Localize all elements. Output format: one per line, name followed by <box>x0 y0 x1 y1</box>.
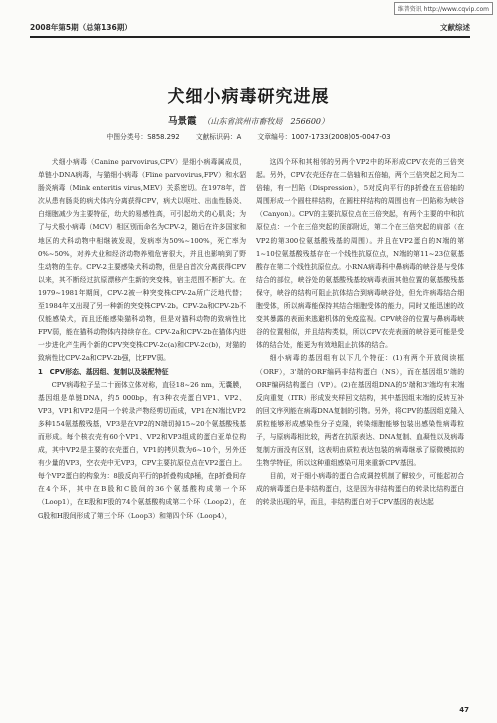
article-number: 文章编号：1007-1733(2008)05-0047-03 <box>257 133 391 141</box>
paragraph: 目前，对于细小病毒的蛋白合成调控机制了解较少，可能起初合成的病毒蛋白是非结构蛋白，这是因为非结构蛋白的转录比结构蛋白的转录出现的早，而且，非结构蛋白对于CPV基因的表达起 <box>256 472 464 507</box>
article-title: 犬细小病毒研究进展 <box>167 87 330 107</box>
watermark-stamp: 维普资讯 http://www.cqvip.com <box>394 2 493 15</box>
left-column <box>38 156 246 523</box>
paragraph: 犬细小病毒（Canine parvovirus,CPV）是细小病毒属成员，单链小DNA病毒，与猫细小病毒（Fline parvovirus,FPV）和水貂肠炎病毒（Mink enteritis virus,MEV）关系密切。在1978年，首次从患有肠炎的病犬体内分离获得CPV，病犬以呕吐、出血性肠炎、白细胞减少为主要特征，幼犬的易感性高，可引起幼犬的心肌炎；为了与犬极小病毒（MCV）相区别而命名为CPV-2，随后在许多国家和地区的犬科动物中相继被发现，发病率为50%~100%，死亡率为0%~50%，对养犬业和经济动物养殖危害很大，并且也影响到了野生动物的生存。CPV-2主要感染犬科动物，但是自首次分离获得CPV以来，其不断经过抗原漂移产生新的突变株，宿主范围不断扩大。在1979~1981年期间，CPV-2被一种突变株CPV-2a所广泛地代替；至1984年又出现了另一种新的突变株CPV-2b。CPV-2a和CPV-2b不仅能感染犬，而且还能感染猫科动物，但是对猫科动物的致病性比FPV弱，能在猫科动物体内持续存在。CPV-2a和CPV-2b在猫体内进一步进化产生两个新的CPV突变株CPV-2c(a)和CPV-2c(b)，对猫的致病性比CPV-2a和CPV-2b强，比FPV弱。 <box>38 158 246 363</box>
document-code: 文献标识码：A <box>195 133 242 141</box>
paragraph: CPV病毒粒子呈二十面体立体对称，直径18~26 nm，无囊膜，基因组是单链DNA，约5 000bp，有3种衣壳蛋白VP1、VP2、VP3，VP1和VP2是同一个转录产物经剪切而成，VP1在N端比VP2多种154氨基酸残基，VP3是在VP2的N端切掉15~20个氨基酸残基而形成。每个核衣壳有60个VP1、VP2和VP3组成的蛋白亚单位构成，其中VP2是主要的衣壳蛋白，VP1的拷贝数为6~10个，另外还有少量的VP3，空衣壳中无VP3，CPV主要抗原位点在VP2蛋白上。每个VP2蛋白的构象为：8股反向平行的β折叠构成β桶，在β折叠间存在4个环，其中在B股和C股间的36个氨基酸构成第一个环（Loop1），在E股和F股的74个氨基酸构成第二个环（Loop2），在G股和H股间形成了第三个环（Loop3）和第四个环（Loop4）， <box>38 380 246 520</box>
author-affiliation: （山东省滨州市畜牧局 256600） <box>202 117 330 126</box>
right-column <box>256 156 464 510</box>
author-line <box>0 113 497 127</box>
article-meta <box>0 131 497 141</box>
paragraph: 这四个环和其相邻的另两个VP2中的环形成CPV衣壳的三倍突起。另外，CPV衣壳还存在二倍轴和五倍轴，两个三倍突起之间为二倍轴，有一凹陷（Dispression），5对反向平行的β折叠在五倍轴的周围形成一个圆柱样结构，在圆柱样结构的周围也有一凹陷称为峡谷（Canyon）。CPV的主要抗原位点在三倍突起，有两个主要的中和抗原位点：一个在三倍突起的顶部附近，第二个在三倍突起的肩部（在VP2的第300位氨基酸残基的周围）。并且在VP2蛋白的N端的第1~10位氨基酸残基存在一个线性抗原位点，N端的第11~23位氨基酸存在第二个线性抗原位点。小RNA病毒科中鼻病毒的峡谷是与受体结合的部位，峡谷处的氨基酸残基较病毒表面其他位置的氨基酸残基保守，峡谷的结构可阻止抗体结合到病毒峡谷处，但允许病毒结合细胞受体，所以病毒能保持其结合细胞受体的能力，同时又能迅速的改变其暴露的表面来逃避机体的免疫监视。CPV峡谷的位置与鼻病毒峡谷的位置相似，并且结构类似，所以CPV衣壳表面的峡谷更可能是受体的结合处，能更为有效地阻止抗体的结合。 <box>256 158 464 350</box>
issue-label: 2008年第5期（总第136期） <box>30 23 132 32</box>
paragraph: 细小病毒的基因组有以下几个特征：(1)有两个开放阅读框（ORF），3'端的ORF编码非结构蛋白（NS），而在基因组5'端的ORF编码结构蛋白（VP）。(2)在基因组DNA的5'端和3'端均有末端反向重复（ITR）形成发夹样回文结构，其中基因组末端的反转互补的回文序列能在病毒DNA复制的引物。另外，将CPV的基因组克隆入质粒能够形成感染性分子克隆，转染细胞能够包装出感染性病毒粒子，与原病毒相比较，两者在抗原表达、DNA复制、血凝性以及病毒复制方面没有区别，这表明由质粒表达包装的病毒继承了原微模拟的生物学特征，所以这种重组感染可用来重新CPV基因。 <box>256 354 464 468</box>
page-number: 47 <box>459 706 469 714</box>
author-name: 马景霞 <box>167 116 197 127</box>
section-label: 文献综述 <box>440 23 470 32</box>
header-rule <box>30 37 470 38</box>
section-heading: 1 CPV形态、基因组、复制以及装配特征 <box>38 367 169 376</box>
clc-number: 中图分类号：S858.292 <box>106 133 180 141</box>
running-header <box>30 22 470 37</box>
